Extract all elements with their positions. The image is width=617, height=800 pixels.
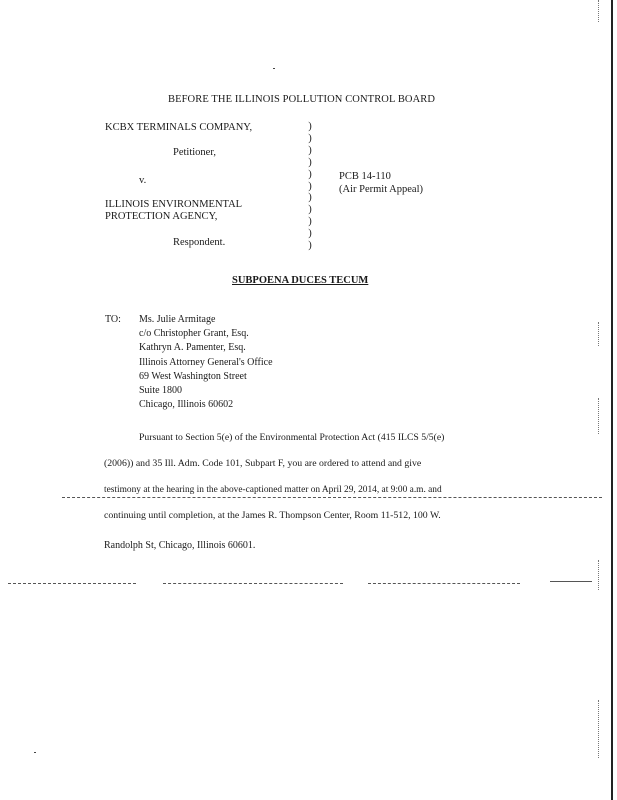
paren: ) — [308, 180, 312, 192]
subpoena-heading: SUBPOENA DUCES TECUM — [232, 275, 369, 286]
paren: ) — [308, 204, 312, 216]
respondent-name-line2: PROTECTION AGENCY, — [105, 211, 218, 222]
body-line: testimony at the hearing in the above-captioned matter on April 29, 2014, at 9:00 a.m. and — [104, 485, 442, 495]
versus-label: v. — [139, 175, 147, 186]
paren: ) — [308, 144, 312, 156]
address-line: Chicago, Illinois 60602 — [139, 399, 234, 411]
scan-artifact-line — [368, 583, 520, 584]
address-line: c/o Christopher Grant, Esq. — [139, 328, 249, 340]
scan-artifact-dots — [598, 700, 599, 758]
address-line: Ms. Julie Armitage — [139, 314, 216, 325]
address-line: Kathryn A. Pamenter, Esq. — [139, 342, 246, 354]
paren: ) — [308, 240, 312, 252]
scan-speck — [273, 68, 275, 69]
paren: ) — [308, 216, 312, 228]
petitioner-role: Petitioner, — [173, 147, 217, 158]
scan-artifact-dots — [598, 0, 599, 22]
respondent-role: Respondent. — [173, 237, 226, 248]
scan-artifact-dots — [598, 322, 599, 346]
address-line: 69 West Washington Street — [139, 370, 247, 382]
address-line: Suite 1800 — [139, 385, 183, 397]
body-line: (2006)) and 35 Ill. Adm. Code 101, Subpart F, you are ordered to attend and give — [104, 458, 422, 469]
scan-artifact-line — [163, 583, 343, 584]
body-line: continuing until completion, at the James R. Thompson Center, Room 11-512, 100 W. — [104, 510, 441, 521]
paren: ) — [308, 192, 312, 204]
paren: ) — [308, 132, 312, 144]
scan-artifact-line — [550, 581, 592, 582]
scan-artifact-dots — [598, 560, 599, 590]
body-line: Randolph St, Chicago, Illinois 60601. — [104, 540, 256, 551]
respondent-name-line1: ILLINOIS ENVIRONMENTAL — [105, 199, 243, 210]
scan-speck — [34, 752, 36, 753]
scan-artifact-dots — [598, 398, 599, 434]
paren: ) — [308, 168, 312, 180]
scan-artifact-line — [62, 497, 602, 498]
page-edge-shadow — [611, 0, 613, 800]
board-title: BEFORE THE ILLINOIS POLLUTION CONTROL BOARD — [168, 94, 436, 105]
petitioner-name: KCBX TERMINALS COMPANY, — [105, 122, 253, 133]
to-label: TO: — [105, 314, 121, 325]
paren: ) — [308, 156, 312, 168]
body-line: Pursuant to Section 5(e) of the Environmental Protection Act (415 ILCS 5/5(e) — [139, 432, 445, 443]
case-type: (Air Permit Appeal) — [339, 184, 423, 195]
address-line: Illinois Attorney General's Office — [139, 356, 273, 368]
scan-artifact-line — [8, 583, 136, 584]
paren: ) — [308, 121, 312, 132]
paren: ) — [308, 228, 312, 240]
recipient-address — [139, 313, 273, 412]
caption-parentheses — [305, 121, 315, 252]
case-number: PCB 14-110 — [339, 171, 391, 182]
